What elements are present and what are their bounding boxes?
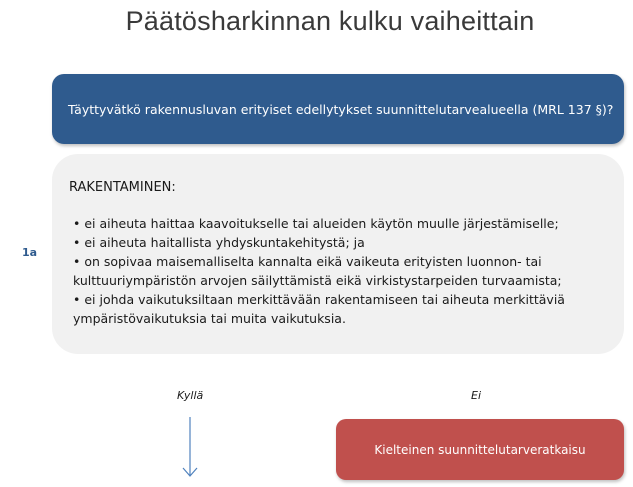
criteria-line: ympäristövaikutuksia tai muita vaikutuksia. bbox=[73, 311, 346, 326]
criteria-line: kulttuuriympäristön arvojen säilyttämistä eikä virkistystarpeiden turvaamista; bbox=[73, 273, 562, 288]
criteria-box bbox=[52, 154, 624, 354]
question-text: Täyttyvätkö rakennusluvan erityiset edellytykset suunnittelutarvealueella (MRL 137 §)? bbox=[68, 101, 614, 117]
criteria-line: • ei aiheuta haitallista yhdyskuntakehitystä; ja bbox=[73, 235, 365, 250]
negative-outcome-text: Kielteinen suunnittelutarveratkaisu bbox=[374, 442, 586, 457]
negative-outcome-box bbox=[336, 419, 624, 480]
criteria-line: • ei aiheuta haittaa kaavoitukselle tai alueiden käytön muulle järjestämiselle; bbox=[73, 216, 559, 231]
no-branch-label: Ei bbox=[471, 389, 482, 402]
criteria-line: • on sopivaa maisemalliselta kannalta eikä vaikeuta erityisten luonnon- tai bbox=[73, 254, 542, 269]
question-box bbox=[52, 74, 624, 144]
criteria-list bbox=[69, 214, 608, 328]
step-label: 1a bbox=[22, 246, 38, 259]
criteria-heading: RAKENTAMINEN: bbox=[69, 180, 176, 195]
yes-branch-label: Kyllä bbox=[177, 389, 204, 402]
arrow-down-icon bbox=[178, 417, 202, 479]
criteria-line: • ei johda vaikutuksiltaan merkittävään rakentamiseen tai aiheuta merkittäviä bbox=[73, 292, 565, 307]
page-title: Päätösharkinnan kulku vaiheittain bbox=[125, 6, 535, 36]
